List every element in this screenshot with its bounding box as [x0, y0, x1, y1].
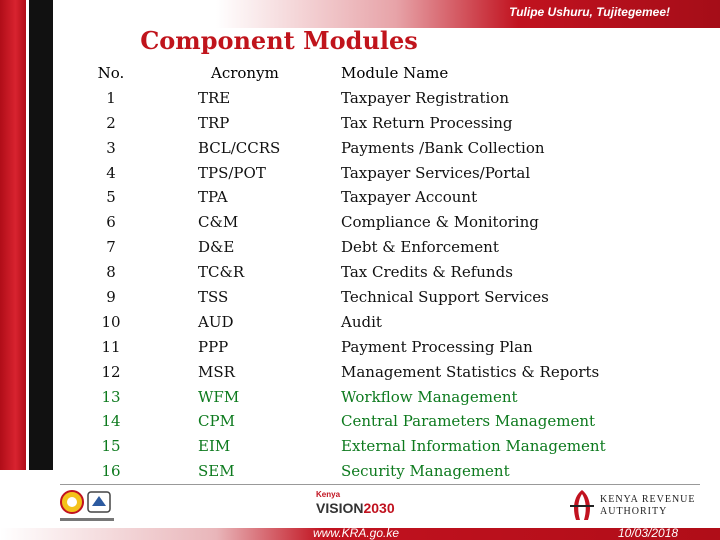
column-number — [80, 61, 142, 484]
page-title: Component Modules — [140, 26, 418, 55]
row-module-name: Technical Support Services — [341, 288, 549, 307]
row-module-name: Management Statistics & Reports — [341, 362, 600, 381]
row-acronym: WFM — [198, 387, 240, 406]
row-number: 6 — [106, 213, 116, 232]
row-module-name: Taxpayer Account — [341, 188, 478, 207]
row-module-name: Audit — [341, 312, 382, 331]
row-number: 12 — [101, 362, 121, 381]
certification-logos — [58, 488, 118, 524]
row-acronym: D&E — [198, 238, 235, 257]
row-acronym: TPA — [198, 188, 228, 207]
row-module-name: Payments /Bank Collection — [341, 138, 545, 157]
row-number: 14 — [101, 412, 121, 431]
kra-line2: AUTHORITY — [600, 506, 668, 517]
row-number: 4 — [106, 163, 116, 182]
row-acronym: TRP — [198, 113, 230, 132]
vision-year: 2030 — [363, 500, 395, 516]
row-number: 7 — [106, 238, 116, 257]
left-ribbon-black — [29, 0, 53, 470]
column-acronym — [198, 61, 280, 484]
row-number: 1 — [106, 88, 116, 107]
vision-2030-logo — [316, 490, 406, 520]
row-acronym: TC&R — [198, 263, 245, 282]
footer-divider — [60, 484, 700, 485]
row-module-name: Central Parameters Management — [341, 412, 596, 431]
left-ribbon-red — [0, 0, 26, 470]
row-acronym: TSS — [198, 288, 229, 307]
iso-cert-icon — [58, 488, 118, 524]
vision-word: VISION — [316, 500, 364, 516]
kra-line1: KENYA REVENUE — [600, 494, 696, 505]
row-module-name: Tax Return Processing — [341, 113, 513, 132]
header-acronym: Acronym — [211, 64, 279, 82]
row-acronym: TPS/POT — [198, 163, 266, 182]
row-acronym: BCL/CCRS — [198, 138, 281, 157]
row-acronym: MSR — [198, 362, 235, 381]
row-number: 10 — [101, 312, 121, 331]
row-acronym: SEM — [198, 462, 235, 481]
top-banner — [0, 0, 720, 28]
row-acronym: CPM — [198, 412, 235, 431]
row-module-name: Compliance & Monitoring — [341, 213, 539, 232]
row-number: 15 — [101, 437, 121, 456]
column-module-name — [341, 61, 606, 484]
row-acronym: TRE — [198, 88, 231, 107]
row-number: 3 — [106, 138, 116, 157]
banner-slogan: Tulipe Ushuru, Tujitegemee! — [509, 5, 670, 19]
row-number: 13 — [101, 387, 121, 406]
row-number: 9 — [106, 288, 116, 307]
row-number: 2 — [106, 113, 116, 132]
row-number: 16 — [101, 462, 121, 481]
footer-website-link[interactable]: www.KRA.go.ke — [313, 526, 400, 540]
row-acronym: C&M — [198, 213, 239, 232]
row-number: 8 — [106, 263, 116, 282]
row-module-name: Security Management — [341, 462, 510, 481]
row-acronym: AUD — [198, 312, 234, 331]
footer-date: 10/03/2018 — [618, 526, 679, 540]
vision-kenya-label: Kenya — [316, 490, 341, 499]
row-module-name: Debt & Enforcement — [341, 238, 499, 257]
row-module-name: Tax Credits & Refunds — [341, 263, 513, 282]
row-number: 11 — [101, 337, 121, 356]
row-module-name: Taxpayer Services/Portal — [341, 163, 531, 182]
row-acronym: EIM — [198, 437, 231, 456]
kra-name — [600, 494, 696, 518]
row-acronym: PPP — [198, 337, 229, 356]
kra-emblem-icon — [566, 488, 598, 524]
row-number: 5 — [106, 188, 116, 207]
row-module-name: Workflow Management — [341, 387, 518, 406]
row-module-name: Taxpayer Registration — [341, 88, 510, 107]
row-module-name: External Information Management — [341, 437, 606, 456]
header-number: No. — [97, 64, 125, 82]
row-module-name: Payment Processing Plan — [341, 337, 533, 356]
header-module-name: Module Name — [341, 64, 449, 82]
kra-logo — [566, 488, 706, 524]
